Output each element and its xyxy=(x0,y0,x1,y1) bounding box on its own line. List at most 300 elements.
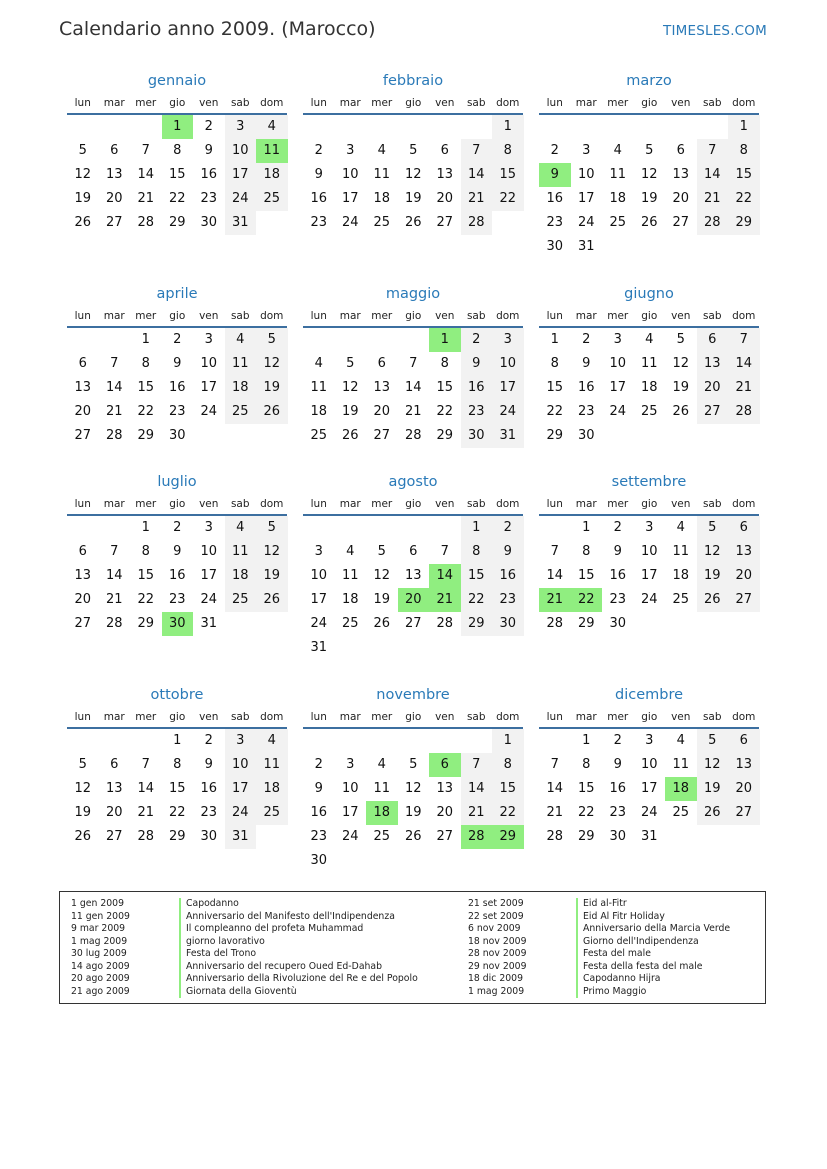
day-cell: 28 xyxy=(461,211,493,235)
day-cell: 18 xyxy=(225,376,257,400)
day-cell: 9 xyxy=(314,167,323,182)
day-cell: 15 xyxy=(137,568,155,583)
day-cell: 20 xyxy=(697,376,729,400)
day-cell: 26 xyxy=(341,428,359,443)
day-cell: 5 xyxy=(78,143,87,158)
day-cell: 2 xyxy=(173,520,182,535)
day-cell: 25 xyxy=(310,428,328,443)
day-cell: 8 xyxy=(582,757,591,772)
day-cell: 29 xyxy=(577,616,595,631)
holiday-day: 18 xyxy=(665,777,697,801)
weekday-header: gio xyxy=(169,310,186,322)
day-cell: 28 xyxy=(546,829,564,844)
day-cell: 23 xyxy=(577,404,595,419)
day-cell: 13 xyxy=(728,753,760,777)
weekday-header: mer xyxy=(371,310,393,322)
day-cell: 11 xyxy=(672,544,690,559)
day-cell: 1 xyxy=(728,115,760,139)
weekday-header: ven xyxy=(435,711,455,723)
day-cell: 4 xyxy=(314,356,323,371)
day-cell: 27 xyxy=(728,801,760,825)
day-cell: 13 xyxy=(404,568,422,583)
day-cell: 5 xyxy=(409,757,418,772)
day-cell: 20 xyxy=(436,805,454,820)
legend-date: 22 set 2009 xyxy=(468,910,524,922)
weekday-header: dom xyxy=(496,310,520,322)
day-cell: 26 xyxy=(74,829,92,844)
day-cell: 29 xyxy=(168,215,186,230)
day-cell: 13 xyxy=(105,781,123,796)
day-cell: 22 xyxy=(577,805,595,820)
day-cell: 25 xyxy=(225,400,257,424)
day-cell: 6 xyxy=(728,729,760,753)
day-cell: 25 xyxy=(672,592,690,607)
day-cell: 13 xyxy=(74,568,92,583)
day-cell: 29 xyxy=(137,428,155,443)
day-cell: 5 xyxy=(346,356,355,371)
day-cell: 6 xyxy=(409,544,418,559)
day-cell: 28 xyxy=(546,616,564,631)
month-name: maggio xyxy=(385,286,441,302)
day-cell: 19 xyxy=(640,191,658,206)
holiday-legend xyxy=(59,891,766,1004)
day-cell: 22 xyxy=(436,404,454,419)
day-cell: 18 xyxy=(225,564,257,588)
weekday-header: lun xyxy=(310,711,327,723)
weekday-header: dom xyxy=(260,498,284,510)
day-cell: 1 xyxy=(492,729,524,753)
day-cell: 6 xyxy=(728,516,760,540)
day-cell: 14 xyxy=(546,781,564,796)
day-cell: 2 xyxy=(550,143,559,158)
day-cell: 3 xyxy=(204,332,213,347)
day-cell: 12 xyxy=(74,781,92,796)
weekday-header: gio xyxy=(405,711,422,723)
legend-date: 29 nov 2009 xyxy=(468,960,527,972)
day-cell: 27 xyxy=(404,616,422,631)
day-cell: 23 xyxy=(461,400,493,424)
day-cell: 17 xyxy=(640,781,658,796)
day-cell: 3 xyxy=(225,115,257,139)
day-cell: 19 xyxy=(404,805,422,820)
day-cell: 12 xyxy=(640,167,658,182)
weekday-header: lun xyxy=(310,97,327,109)
day-cell: 4 xyxy=(256,729,288,753)
day-cell: 5 xyxy=(409,143,418,158)
day-cell: 21 xyxy=(404,404,422,419)
day-cell: 23 xyxy=(200,191,218,206)
day-cell: 3 xyxy=(492,328,524,352)
day-cell: 17 xyxy=(310,592,328,607)
day-cell: 1 xyxy=(173,733,182,748)
day-cell: 16 xyxy=(577,380,595,395)
day-cell: 12 xyxy=(256,540,288,564)
weekday-header: ven xyxy=(435,310,455,322)
day-cell: 16 xyxy=(546,191,564,206)
day-cell: 24 xyxy=(341,215,359,230)
weekday-header: mar xyxy=(339,711,361,723)
legend-date: 1 mag 2009 xyxy=(468,985,525,997)
month-divider xyxy=(539,113,759,115)
day-cell: 13 xyxy=(728,540,760,564)
weekday-header: ven xyxy=(199,498,219,510)
day-cell: 11 xyxy=(373,781,391,796)
day-cell: 7 xyxy=(461,753,493,777)
weekday-header: ven xyxy=(671,97,691,109)
day-cell: 21 xyxy=(137,805,155,820)
day-cell: 14 xyxy=(137,167,155,182)
day-cell: 13 xyxy=(74,380,92,395)
weekday-header: dom xyxy=(732,711,756,723)
day-cell: 10 xyxy=(225,753,257,777)
weekday-header: mar xyxy=(103,498,125,510)
day-cell: 14 xyxy=(404,380,422,395)
day-cell: 25 xyxy=(341,616,359,631)
day-cell: 3 xyxy=(204,520,213,535)
day-cell: 8 xyxy=(582,544,591,559)
day-cell: 25 xyxy=(672,805,690,820)
day-cell: 2 xyxy=(204,119,213,134)
weekday-header: lun xyxy=(74,498,91,510)
day-cell: 11 xyxy=(225,540,257,564)
day-cell: 22 xyxy=(137,404,155,419)
day-cell: 30 xyxy=(609,616,627,631)
day-cell: 22 xyxy=(492,801,524,825)
legend-date: 6 nov 2009 xyxy=(468,923,521,935)
day-cell: 19 xyxy=(697,564,729,588)
weekday-header: dom xyxy=(260,310,284,322)
day-cell: 8 xyxy=(141,356,150,371)
day-cell: 10 xyxy=(200,356,218,371)
holiday-day: 21 xyxy=(429,588,461,612)
day-cell: 24 xyxy=(341,829,359,844)
weekday-header: mar xyxy=(575,310,597,322)
weekday-header: mer xyxy=(607,97,629,109)
day-cell: 25 xyxy=(373,829,391,844)
day-cell: 15 xyxy=(137,380,155,395)
weekday-header: gio xyxy=(641,310,658,322)
month-divider xyxy=(303,727,523,729)
weekday-header: sab xyxy=(466,711,486,723)
legend-holiday-name: Anniversario del Manifesto dell'Indipendenza xyxy=(179,911,395,924)
legend-holiday-name: Capodanno Hijra xyxy=(576,973,660,986)
day-cell: 5 xyxy=(676,332,685,347)
day-cell: 24 xyxy=(577,215,595,230)
day-cell: 21 xyxy=(105,592,123,607)
day-cell: 23 xyxy=(168,404,186,419)
day-cell: 25 xyxy=(373,215,391,230)
legend-holiday-name: Festa del Trono xyxy=(179,948,256,961)
day-cell: 7 xyxy=(141,757,150,772)
day-cell: 2 xyxy=(582,332,591,347)
day-cell: 14 xyxy=(546,568,564,583)
day-cell: 6 xyxy=(78,544,87,559)
day-cell: 17 xyxy=(225,163,257,187)
holiday-day: 22 xyxy=(571,588,603,612)
legend-holiday-name: Il compleanno del profeta Muhammad xyxy=(179,923,363,936)
month-name: agosto xyxy=(388,474,438,490)
day-cell: 15 xyxy=(728,163,760,187)
day-cell: 22 xyxy=(492,187,524,211)
weekday-header: sab xyxy=(702,498,722,510)
day-cell: 5 xyxy=(78,757,87,772)
day-cell: 28 xyxy=(105,616,123,631)
day-cell: 1 xyxy=(141,332,150,347)
day-cell: 26 xyxy=(74,215,92,230)
day-cell: 5 xyxy=(256,516,288,540)
legend-date: 30 lug 2009 xyxy=(71,948,127,960)
day-cell: 23 xyxy=(310,215,328,230)
month-name: febbraio xyxy=(382,73,444,89)
day-cell: 28 xyxy=(404,428,422,443)
day-cell: 21 xyxy=(697,187,729,211)
day-cell: 4 xyxy=(225,328,257,352)
weekday-header: ven xyxy=(435,498,455,510)
day-cell: 24 xyxy=(640,592,658,607)
day-cell: 13 xyxy=(436,167,454,182)
day-cell: 7 xyxy=(461,139,493,163)
day-cell: 22 xyxy=(168,805,186,820)
weekday-header: sab xyxy=(230,97,250,109)
weekday-header: dom xyxy=(732,97,756,109)
day-cell: 3 xyxy=(645,520,654,535)
day-cell: 6 xyxy=(78,356,87,371)
day-cell: 3 xyxy=(582,143,591,158)
day-cell: 29 xyxy=(546,428,564,443)
day-cell: 6 xyxy=(440,143,449,158)
day-cell: 11 xyxy=(672,757,690,772)
day-cell: 7 xyxy=(409,356,418,371)
day-cell: 30 xyxy=(546,239,564,254)
day-cell: 4 xyxy=(346,544,355,559)
day-cell: 16 xyxy=(310,805,328,820)
day-cell: 4 xyxy=(377,143,386,158)
weekday-header: lun xyxy=(546,711,563,723)
weekday-header: gio xyxy=(405,310,422,322)
day-cell: 19 xyxy=(404,191,422,206)
day-cell: 21 xyxy=(728,376,760,400)
day-cell: 10 xyxy=(609,356,627,371)
day-cell: 2 xyxy=(173,332,182,347)
day-cell: 19 xyxy=(74,191,92,206)
weekday-header: gio xyxy=(169,711,186,723)
legend-date: 1 gen 2009 xyxy=(71,898,124,909)
month-name: giugno xyxy=(624,286,674,302)
day-cell: 22 xyxy=(461,588,493,612)
day-cell: 3 xyxy=(225,729,257,753)
weekday-header: gio xyxy=(169,498,186,510)
day-cell: 29 xyxy=(461,612,493,636)
day-cell: 3 xyxy=(314,544,323,559)
weekday-header: sab xyxy=(702,310,722,322)
day-cell: 7 xyxy=(440,544,449,559)
day-cell: 18 xyxy=(256,163,288,187)
day-cell: 17 xyxy=(492,376,524,400)
weekday-header: lun xyxy=(74,711,91,723)
day-cell: 15 xyxy=(461,564,493,588)
day-cell: 25 xyxy=(609,215,627,230)
day-cell: 16 xyxy=(609,568,627,583)
day-cell: 14 xyxy=(697,163,729,187)
day-cell: 19 xyxy=(341,404,359,419)
day-cell: 12 xyxy=(256,352,288,376)
holiday-day: 29 xyxy=(492,825,524,849)
legend-date: 18 nov 2009 xyxy=(468,935,527,947)
day-cell: 8 xyxy=(492,139,524,163)
day-cell: 15 xyxy=(168,167,186,182)
day-cell: 6 xyxy=(110,757,119,772)
weekday-header: dom xyxy=(496,711,520,723)
holiday-day: 30 xyxy=(162,612,194,636)
day-cell: 9 xyxy=(173,544,182,559)
day-cell: 10 xyxy=(200,544,218,559)
day-cell: 1 xyxy=(461,516,493,540)
day-cell: 11 xyxy=(310,380,328,395)
day-cell: 21 xyxy=(461,187,493,211)
weekday-header: mar xyxy=(103,711,125,723)
day-cell: 20 xyxy=(672,191,690,206)
day-cell: 24 xyxy=(492,400,524,424)
day-cell: 19 xyxy=(256,376,288,400)
site-link[interactable]: TIMESLES.COM xyxy=(663,23,767,39)
day-cell: 8 xyxy=(461,540,493,564)
day-cell: 25 xyxy=(256,187,288,211)
weekday-header: sab xyxy=(230,498,250,510)
legend-holiday-name: Eid al-Fitr xyxy=(576,898,627,911)
day-cell: 11 xyxy=(256,753,288,777)
day-cell: 3 xyxy=(346,757,355,772)
legend-holiday-name: Festa del male xyxy=(576,948,651,961)
day-cell: 5 xyxy=(377,544,386,559)
day-cell: 20 xyxy=(74,404,92,419)
day-cell: 7 xyxy=(550,757,559,772)
day-cell: 2 xyxy=(492,516,524,540)
day-cell: 25 xyxy=(640,404,658,419)
day-cell: 30 xyxy=(461,424,493,448)
weekday-header: sab xyxy=(230,310,250,322)
legend-holiday-name: Festa della festa del male xyxy=(576,961,703,974)
weekday-header: mar xyxy=(575,498,597,510)
day-cell: 15 xyxy=(436,380,454,395)
day-cell: 1 xyxy=(582,520,591,535)
day-cell: 21 xyxy=(137,191,155,206)
weekday-header: dom xyxy=(732,498,756,510)
legend-date: 14 ago 2009 xyxy=(71,960,130,972)
day-cell: 27 xyxy=(697,400,729,424)
day-cell: 7 xyxy=(141,143,150,158)
day-cell: 9 xyxy=(173,356,182,371)
day-cell: 11 xyxy=(341,568,359,583)
month-name: settembre xyxy=(611,474,687,490)
weekday-header: mer xyxy=(135,97,157,109)
weekday-header: mar xyxy=(575,711,597,723)
day-cell: 12 xyxy=(373,568,391,583)
holiday-day: 14 xyxy=(429,564,461,588)
legend-holiday-name: Eid Al Fitr Holiday xyxy=(576,911,665,924)
holiday-day: 1 xyxy=(162,115,194,139)
legend-holiday-name: Anniversario della Marcia Verde xyxy=(576,923,730,936)
weekday-header: ven xyxy=(199,97,219,109)
day-cell: 14 xyxy=(728,352,760,376)
day-cell: 31 xyxy=(200,616,218,631)
day-cell: 2 xyxy=(314,757,323,772)
legend-holiday-name: giorno lavorativo xyxy=(179,936,265,949)
day-cell: 24 xyxy=(310,616,328,631)
day-cell: 31 xyxy=(225,211,257,235)
weekday-header: dom xyxy=(260,97,284,109)
day-cell: 21 xyxy=(461,801,493,825)
day-cell: 26 xyxy=(404,215,422,230)
day-cell: 12 xyxy=(404,781,422,796)
day-cell: 4 xyxy=(225,516,257,540)
weekday-header: ven xyxy=(671,711,691,723)
legend-holiday-name: Giorno dell'Indipendenza xyxy=(576,936,699,949)
day-cell: 11 xyxy=(373,167,391,182)
weekday-header: sab xyxy=(702,711,722,723)
day-cell: 27 xyxy=(105,829,123,844)
weekday-header: mar xyxy=(575,97,597,109)
day-cell: 4 xyxy=(377,757,386,772)
day-cell: 9 xyxy=(204,757,213,772)
holiday-day: 9 xyxy=(539,163,571,187)
day-cell: 8 xyxy=(173,143,182,158)
day-cell: 27 xyxy=(436,829,454,844)
day-cell: 30 xyxy=(200,215,218,230)
day-cell: 15 xyxy=(546,380,564,395)
day-cell: 16 xyxy=(200,781,218,796)
day-cell: 3 xyxy=(613,332,622,347)
day-cell: 18 xyxy=(640,380,658,395)
day-cell: 7 xyxy=(697,139,729,163)
day-cell: 10 xyxy=(640,544,658,559)
day-cell: 17 xyxy=(609,380,627,395)
day-cell: 5 xyxy=(697,516,729,540)
weekday-header: lun xyxy=(74,97,91,109)
day-cell: 5 xyxy=(256,328,288,352)
day-cell: 29 xyxy=(577,829,595,844)
day-cell: 30 xyxy=(577,428,595,443)
day-cell: 2 xyxy=(613,520,622,535)
day-cell: 9 xyxy=(613,757,622,772)
weekday-header: mer xyxy=(135,310,157,322)
day-cell: 18 xyxy=(672,568,690,583)
day-cell: 28 xyxy=(728,400,760,424)
day-cell: 6 xyxy=(377,356,386,371)
day-cell: 28 xyxy=(105,428,123,443)
day-cell: 28 xyxy=(436,616,454,631)
legend-holiday-name: Giornata della Gioventù xyxy=(179,986,297,999)
day-cell: 31 xyxy=(225,825,257,849)
day-cell: 13 xyxy=(373,380,391,395)
day-cell: 4 xyxy=(613,143,622,158)
day-cell: 30 xyxy=(168,428,186,443)
day-cell: 10 xyxy=(577,167,595,182)
day-cell: 17 xyxy=(225,777,257,801)
day-cell: 8 xyxy=(440,356,449,371)
day-cell: 26 xyxy=(373,616,391,631)
day-cell: 18 xyxy=(373,191,391,206)
day-cell: 7 xyxy=(110,356,119,371)
day-cell: 4 xyxy=(645,332,654,347)
day-cell: 26 xyxy=(256,400,288,424)
day-cell: 14 xyxy=(105,568,123,583)
day-cell: 20 xyxy=(728,564,760,588)
day-cell: 18 xyxy=(310,404,328,419)
day-cell: 20 xyxy=(74,592,92,607)
day-cell: 18 xyxy=(609,191,627,206)
day-cell: 23 xyxy=(609,805,627,820)
day-cell: 24 xyxy=(640,805,658,820)
